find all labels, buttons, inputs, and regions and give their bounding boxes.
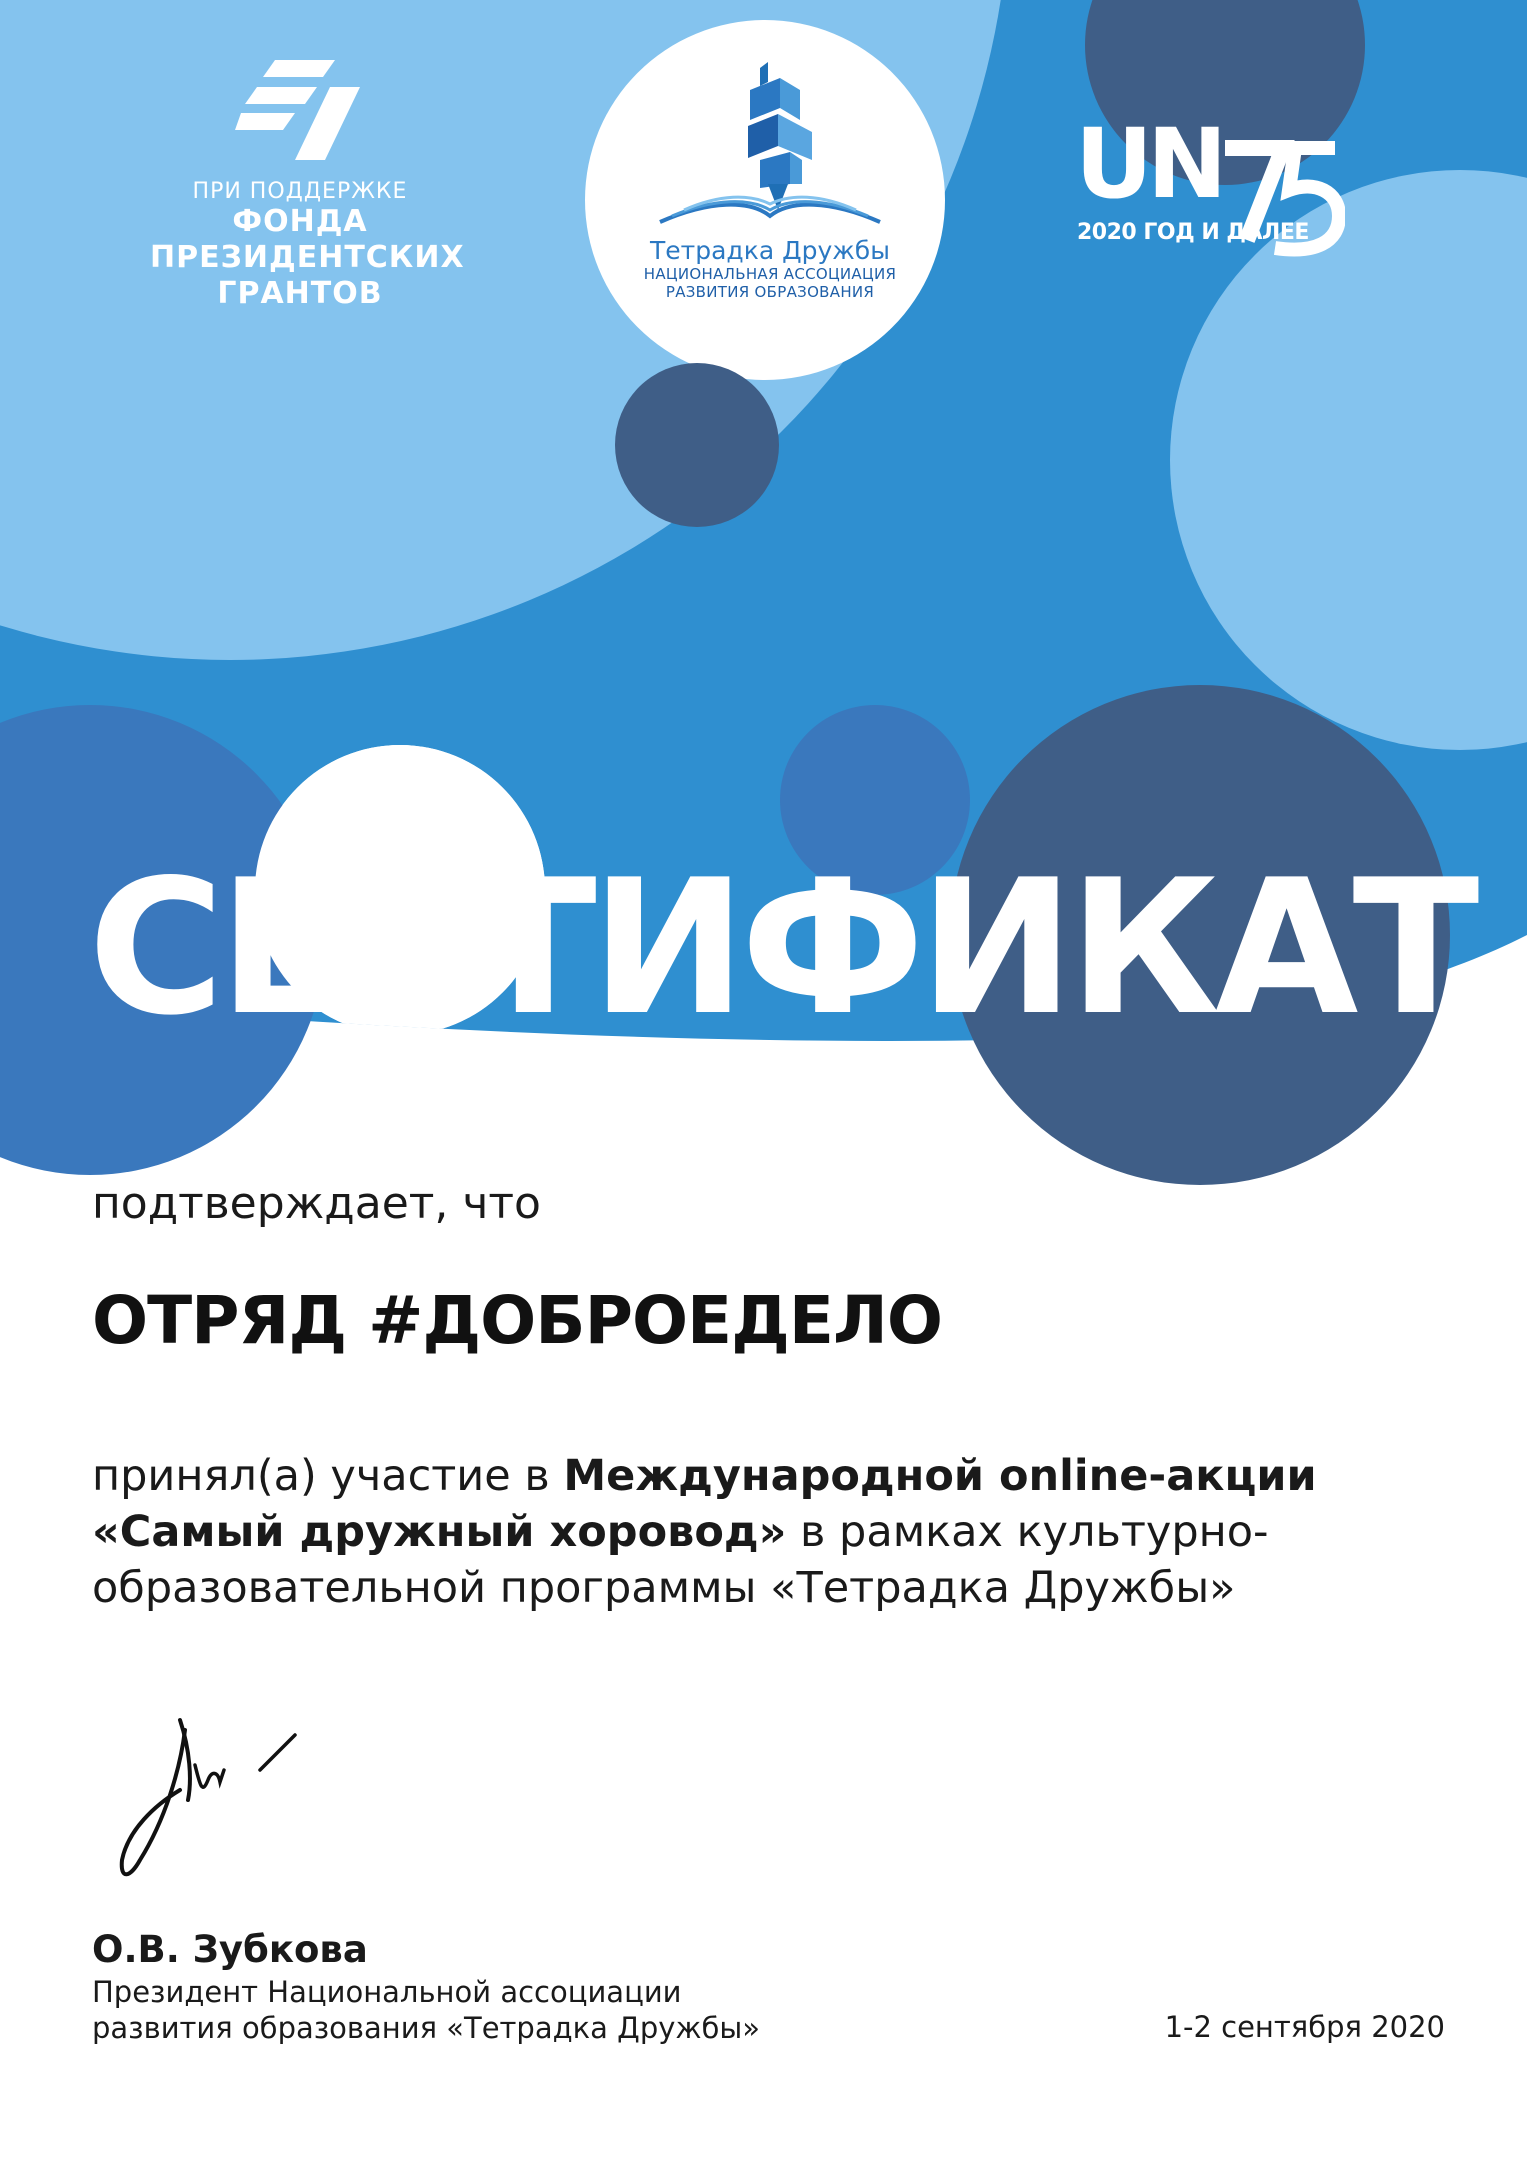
body-bold-1: Международной online-акции «Самый дружный хоровод»	[92, 1451, 1317, 1557]
body-text-2: в рамках культурно-образовательной программы «Тетрадка Дружбы»	[92, 1507, 1269, 1613]
certificate-body	[92, 1448, 1452, 1616]
fpg-logo	[150, 55, 465, 312]
fpg-logo-icon	[235, 55, 365, 165]
tetradka-logo-icon	[650, 60, 890, 230]
certificate-date: 1-2 сентября 2020	[1164, 2010, 1445, 2044]
tetradka-logo	[600, 60, 940, 301]
signer-role	[92, 1974, 760, 2046]
un75-logo	[1075, 108, 1345, 270]
fpg-support-text: ПРИ ПОДДЕРЖКЕ	[192, 179, 408, 204]
signer-role-line-1: Президент Национальной ассоциации	[92, 1975, 682, 2009]
tetradka-sub-2: РАЗВИТИЯ ОБРАЗОВАНИЯ	[665, 283, 875, 301]
tetradka-sub-1: НАЦИОНАЛЬНАЯ АССОЦИАЦИЯ	[643, 265, 897, 283]
body-text-1: принял(а) участие в	[92, 1451, 564, 1501]
fpg-line-3: ГРАНТОВ	[217, 276, 383, 311]
signer-name: О.В. Зубкова	[92, 1928, 368, 1971]
signer-role-line-2: развития образования «Тетрадка Дружбы»	[92, 2011, 761, 2045]
un75-year-text: 2020 ГОД И ДАЛЕЕ	[1077, 220, 1309, 245]
fpg-line-1: ФОНДА	[232, 204, 368, 239]
fpg-line-2: ПРЕЗИДЕНТСКИХ	[150, 240, 465, 275]
certificate-title: СЕРТИФИКАТ	[88, 839, 1474, 1056]
tetradka-name: Тетрадка Дружбы	[650, 236, 890, 265]
signature-image	[110, 1710, 330, 1890]
recipient-name: ОТРЯД #ДОБРОЕДЕЛО	[92, 1282, 942, 1359]
confirm-text: подтверждает, что	[92, 1178, 541, 1229]
small-dark-circle	[615, 363, 779, 527]
un75-un-text: UN	[1075, 108, 1222, 220]
